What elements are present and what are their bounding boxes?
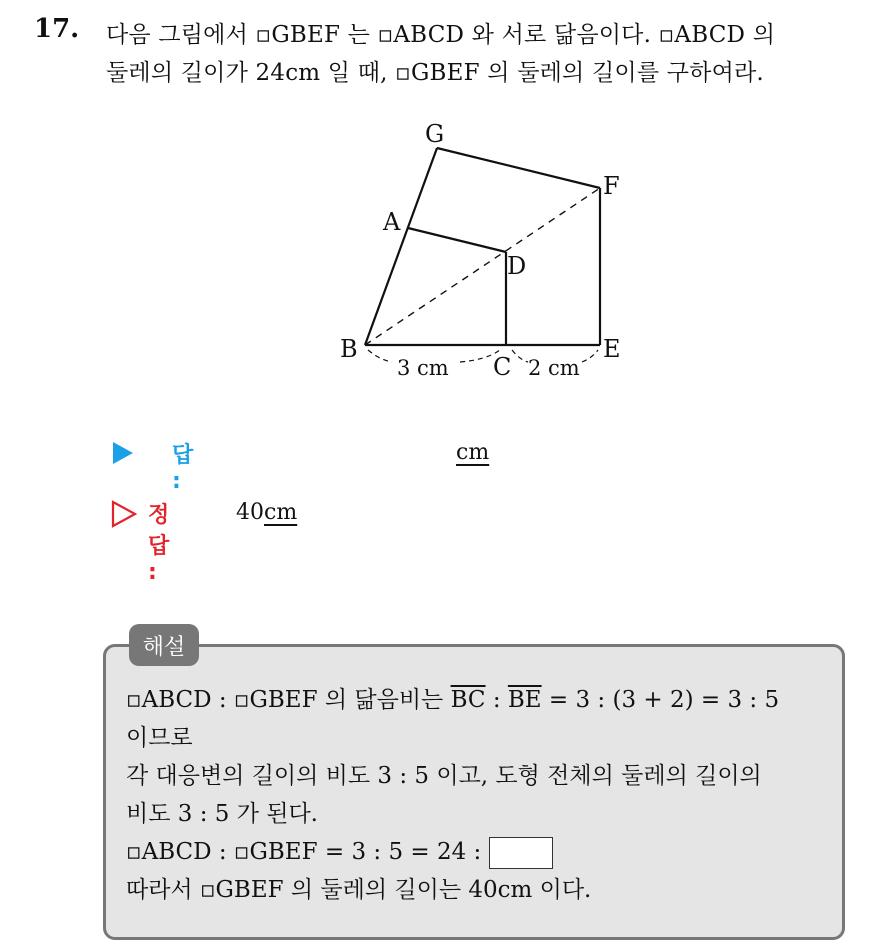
dim-arc-ce: [512, 350, 528, 362]
dim-arc-bc: [368, 350, 392, 362]
dim-arc-ce-2: [582, 350, 598, 362]
problem-line-2: 둘레의 길이가 24cm 일 때, ▫GBEF 의 둘레의 길이를 구하여라.: [106, 60, 764, 86]
solution-line-4: 비도 3 : 5 가 된다.: [126, 801, 318, 827]
solution-line-1-post: = 3 : (3 + 2) = 3 : 5: [541, 687, 780, 713]
outline-triangle-icon: [110, 500, 138, 528]
solution-line-6: 따라서 ▫GBEF 의 둘레의 길이는 40cm 이다.: [126, 877, 592, 903]
label-f: F: [603, 172, 620, 200]
solution-text: [126, 681, 826, 909]
solution-box: [103, 644, 845, 940]
dim-label-ce: 2 cm: [528, 356, 580, 380]
solution-line-3: 각 대응변의 길이의 비도 3 : 5 이고, 도형 전체의 둘레의 길이의: [126, 763, 762, 789]
correct-answer-label: 정답 :: [148, 503, 170, 585]
solution-line-5: [126, 833, 826, 871]
label-a: A: [383, 208, 401, 236]
answer-blank-unit[interactable]: cm: [456, 440, 490, 465]
solution-line-5-text: ▫ABCD : ▫GBEF = 3 : 5 = 24 :: [126, 839, 489, 865]
solution-line-2: 이므로: [126, 725, 193, 751]
label-b: B: [340, 335, 358, 363]
dim-label-bc: 3 cm: [397, 356, 449, 380]
geometry-figure: [330, 110, 630, 390]
label-e: E: [603, 335, 621, 363]
correct-answer: [236, 500, 297, 525]
correct-answer-value: 40: [236, 500, 264, 525]
solution-tab: 해설: [129, 624, 199, 666]
solution-line-1: [126, 681, 826, 719]
problem-line-1: 다음 그림에서 ▫GBEF 는 ▫ABCD 와 서로 닮음이다. ▫ABCD 의: [106, 22, 776, 48]
segment-ad: [408, 228, 506, 252]
label-g: G: [425, 120, 445, 148]
answer-label: 답 :: [172, 443, 194, 494]
problem-number: 17.: [34, 14, 80, 44]
label-c: C: [493, 353, 512, 381]
solution-line-1-pre: ▫ABCD : ▫GBEF 의 닮음비는: [126, 687, 451, 713]
label-d: D: [507, 252, 527, 280]
problem-text: [106, 16, 866, 92]
segment-be-overline: $\overline{BE}$: [507, 687, 542, 713]
segment-gf: [437, 148, 600, 188]
segment-bc-overline: $\overline{BC}$: [450, 687, 486, 713]
filled-triangle-icon: [110, 440, 136, 466]
segment-gb: [365, 148, 437, 345]
blank-box: [489, 837, 553, 869]
solution-line-1-mid: :: [485, 687, 508, 713]
correct-answer-unit: cm: [264, 500, 298, 525]
